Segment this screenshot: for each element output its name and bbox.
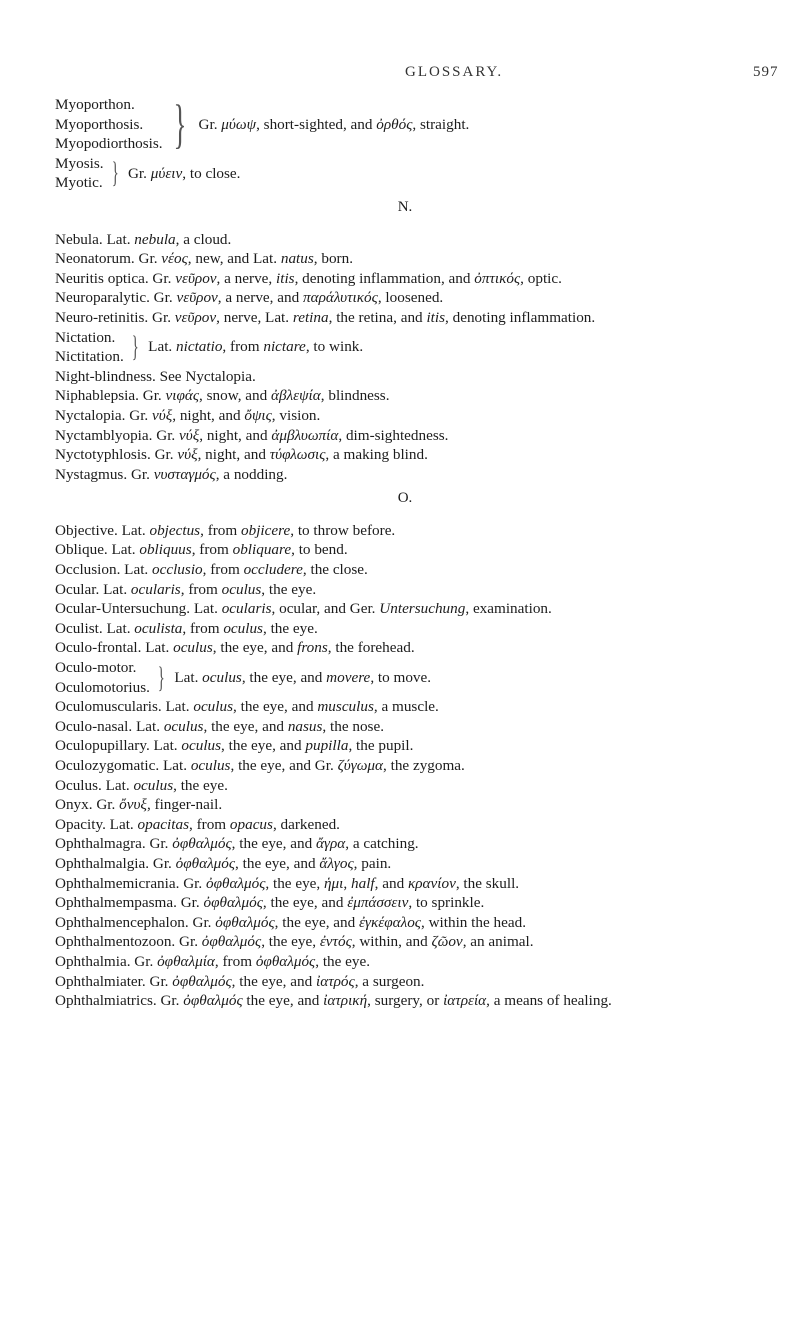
latin-word: occludere xyxy=(243,561,303,579)
glossary-entry xyxy=(55,932,755,952)
glossary-entry xyxy=(55,580,755,600)
entry-text: , to throw before. xyxy=(290,521,396,539)
entry-text: , dim-sightedness. xyxy=(338,426,449,444)
entry-definition xyxy=(55,581,316,598)
entry-text: , snow, and xyxy=(199,387,272,405)
greek-word: νεῦρον xyxy=(175,269,217,287)
glossary-entry xyxy=(55,426,755,446)
glossary-entry xyxy=(55,874,755,894)
entry-definition xyxy=(55,466,287,483)
brace-mark: } xyxy=(111,156,119,190)
grouped-terms xyxy=(55,95,163,154)
entry-definition xyxy=(55,777,228,794)
entry-definition xyxy=(55,816,340,833)
greek-word: ὀφθαλμός xyxy=(172,835,232,853)
glossary-entry xyxy=(55,619,755,639)
glossary-term: Myopodiorthosis. xyxy=(55,135,163,153)
greek-word: ὀφθαλμός xyxy=(172,972,232,990)
entry-definition xyxy=(55,541,348,558)
greek-word: ζύγωμα xyxy=(337,757,384,774)
entry-text: Ophthalmemicrania. Gr. xyxy=(55,874,206,892)
entry-text: , the eye. xyxy=(262,619,318,637)
entry-definition xyxy=(55,289,443,306)
entry-text: Onyx. Gr. xyxy=(55,796,120,814)
entry-text: the eye, and xyxy=(242,992,324,1010)
latin-word: oculus xyxy=(163,717,204,735)
entry-text: , darkened. xyxy=(272,815,340,833)
running-head xyxy=(0,64,800,88)
greek-word: ἄλγος xyxy=(319,854,354,872)
entry-text: Ophthalmiater. Gr. xyxy=(55,972,173,990)
entry-text: , the forehead. xyxy=(327,639,415,657)
latin-word: pupilla xyxy=(305,737,349,755)
greek-word: νεῦρον xyxy=(176,289,218,307)
latin-word: Untersuchung xyxy=(379,600,466,618)
entry-text: , from xyxy=(214,952,256,970)
latin-word: movere xyxy=(326,668,371,686)
entry-text: Nebula. Lat. xyxy=(55,230,135,248)
running-head-title: GLOSSARY. xyxy=(405,64,504,80)
brace-mark: } xyxy=(131,330,139,364)
entry-text: Nyctalopia. Gr. xyxy=(55,406,153,424)
glossary-entry-group xyxy=(55,328,755,367)
entry-definition xyxy=(55,992,612,1009)
entry-text: , to move. xyxy=(370,668,432,686)
entry-text: Neonatorum. Gr. xyxy=(55,250,162,268)
entry-text: , night, and xyxy=(172,406,245,424)
entry-text: , xyxy=(343,874,351,892)
entry-text: , the retina, and xyxy=(328,308,427,326)
glossary-term: Myosis. xyxy=(55,154,104,172)
entry-text: , a nerve, and xyxy=(217,289,303,307)
entry-text: Night-blindness. See Nyctalopia. xyxy=(55,367,256,385)
latin-word: occlusio xyxy=(152,561,203,579)
greek-word: ὀρθός xyxy=(376,115,413,133)
entry-definition xyxy=(55,796,222,813)
latin-word: nasus xyxy=(287,717,323,735)
greek-word: ἀβλεψία xyxy=(271,387,321,405)
latin-word: itis xyxy=(426,308,446,326)
glossary-entry xyxy=(55,913,755,933)
entry-text: Ophthalmencephalon. Gr. xyxy=(55,913,216,931)
greek-word: ὀφθαλμός xyxy=(255,952,316,970)
greek-word: ἰατρική xyxy=(323,992,368,1010)
entry-text: , the eye. xyxy=(173,776,228,794)
entry-text: , the eye, and xyxy=(241,668,327,686)
greek-word: ἰατρός xyxy=(316,972,355,990)
entry-text: , the eye. xyxy=(315,952,371,970)
entry-definition xyxy=(199,115,470,135)
entry-text: Ophthalmagra. Gr. xyxy=(55,835,173,853)
glossary-entry xyxy=(55,406,755,426)
greek-word: νύξ xyxy=(152,406,173,424)
entry-definition xyxy=(55,446,428,463)
entry-text: , a nerve, xyxy=(216,269,276,287)
glossary-entry xyxy=(55,445,755,465)
glossary-entry xyxy=(55,249,755,269)
glossary-entry xyxy=(55,972,755,992)
entry-text: Oculozygomatic. Lat. xyxy=(55,757,191,774)
greek-word: νύξ xyxy=(179,426,200,444)
glossary-term: Nictation. xyxy=(55,328,116,346)
glossary-entry xyxy=(55,697,755,717)
entry-text: Opacity. Lat. xyxy=(55,815,138,833)
glossary-entry xyxy=(55,834,755,854)
entry-text: , born. xyxy=(313,250,353,268)
page-number: 597 xyxy=(753,64,779,80)
entry-text: , a catching. xyxy=(345,835,419,853)
entry-text: , from xyxy=(182,619,224,637)
entry-text: Nyctamblyopia. Gr. xyxy=(55,426,180,444)
latin-word: opacus xyxy=(229,815,273,833)
latin-word: oculus xyxy=(133,776,174,794)
glossary-term: Nictitation. xyxy=(55,348,124,366)
glossary-entry xyxy=(55,269,755,289)
entry-definition xyxy=(55,757,465,774)
greek-word: ἐντός xyxy=(319,933,352,951)
glossary-entry xyxy=(55,776,755,796)
latin-word: musculus xyxy=(317,698,374,716)
glossary-entry xyxy=(55,736,755,756)
greek-word: νέος xyxy=(161,250,188,268)
entry-text: , night, and xyxy=(197,446,270,464)
entry-text: , the close. xyxy=(302,561,368,579)
entry-text: , straight. xyxy=(412,115,470,133)
entry-text: , ocular, and Ger. xyxy=(271,600,380,618)
glossary-entry xyxy=(55,854,755,874)
greek-word: ὀπτικός xyxy=(474,269,521,287)
entry-text: , the nose. xyxy=(322,717,385,735)
entry-text: Oculo-nasal. Lat. xyxy=(55,717,164,735)
entry-text: , a making blind. xyxy=(325,446,428,464)
greek-word: νεῦρον xyxy=(174,308,217,326)
entry-text: , pain. xyxy=(353,854,392,872)
entry-text: Neuro-retinitis. Gr. xyxy=(55,308,175,326)
glossary-entry xyxy=(55,795,755,815)
entry-definition xyxy=(148,337,363,357)
glossary-term: Myoporthosis. xyxy=(55,115,144,133)
entry-definition xyxy=(55,737,413,754)
glossary-entry xyxy=(55,560,755,580)
latin-word: natus xyxy=(280,250,314,268)
latin-word: half xyxy=(351,874,375,892)
latin-word: oculus xyxy=(221,580,262,598)
greek-word: ζῶον xyxy=(431,933,463,951)
latin-word: itis xyxy=(276,269,295,287)
entry-text: Objective. Lat. xyxy=(55,521,150,539)
glossary-entries xyxy=(55,95,755,1011)
greek-word: νύξ xyxy=(177,446,198,464)
entry-definition xyxy=(55,387,390,404)
latin-word: oculus xyxy=(202,668,242,686)
entry-text: , the eye, and xyxy=(233,698,318,716)
entry-definition xyxy=(55,620,318,637)
greek-word: ὀφθαλμός xyxy=(175,854,236,872)
latin-word: nictatio xyxy=(176,338,223,356)
greek-word: ἐγκέφαλος xyxy=(359,913,421,931)
greek-word: ὀφθαλμός xyxy=(215,913,275,931)
entry-text: Nystagmus. Gr. xyxy=(55,465,154,483)
entry-text: , a means of healing. xyxy=(486,992,612,1010)
greek-word: κρανίον xyxy=(407,874,456,892)
entry-definition xyxy=(55,698,439,715)
entry-text: , denoting inflammation, and xyxy=(294,269,475,287)
latin-word: frons xyxy=(297,639,328,657)
greek-word: ὄψις xyxy=(244,406,272,424)
entry-text: , to bend. xyxy=(291,541,348,559)
entry-text: Niphablepsia. Gr. xyxy=(55,387,166,405)
entry-text: , from xyxy=(200,521,242,539)
entry-text: Ophthalmiatrics. Gr. xyxy=(55,992,184,1010)
latin-word: oculus xyxy=(181,737,222,755)
entry-text: Ocular-Untersuchung. Lat. xyxy=(55,600,222,618)
entry-text: Ophthalmempasma. Gr. xyxy=(55,894,204,912)
latin-word: nebula xyxy=(134,230,176,248)
entry-text: Ophthalmentozoon. Gr. xyxy=(55,933,202,951)
grouped-terms xyxy=(55,328,124,367)
greek-word: μύωψ xyxy=(221,115,257,133)
entry-definition xyxy=(55,427,448,444)
section-letter: N. xyxy=(397,198,413,215)
glossary-entry xyxy=(55,638,755,658)
glossary-entry xyxy=(55,288,755,308)
entry-text: , from xyxy=(202,561,244,579)
entry-text: , from xyxy=(180,580,222,598)
entry-definition xyxy=(55,894,484,911)
entry-definition xyxy=(128,164,241,184)
entry-text: Oculopupillary. Lat. xyxy=(55,737,182,755)
entry-definition xyxy=(55,522,395,539)
entry-text: Neuroparalytic. Gr. xyxy=(55,289,177,307)
entry-definition xyxy=(55,953,370,970)
entry-text: , the eye. xyxy=(261,580,317,598)
entry-text: , a surgeon. xyxy=(354,972,425,990)
glossary-entry-group xyxy=(55,154,755,193)
latin-word: oculus xyxy=(173,639,213,657)
entry-text: Neuritis optica. Gr. xyxy=(55,269,176,287)
brace-mark: } xyxy=(173,94,187,155)
glossary-entry xyxy=(55,386,755,406)
greek-word: νιφάς xyxy=(165,387,200,405)
entry-text: Oculist. Lat. xyxy=(55,619,135,637)
entry-text: , from xyxy=(191,541,233,559)
entry-text: , nerve, Lat. xyxy=(216,308,293,326)
grouped-terms xyxy=(55,658,150,697)
entry-text: Ocular. Lat. xyxy=(55,580,131,598)
entry-definition xyxy=(55,368,256,385)
entry-definition xyxy=(55,250,353,267)
latin-word: objectus xyxy=(149,521,201,539)
entry-text: , examination. xyxy=(465,600,552,618)
brace-mark: } xyxy=(157,660,165,694)
glossary-entry xyxy=(55,465,755,485)
entry-text: , finger-nail. xyxy=(146,796,223,814)
grouped-terms xyxy=(55,154,104,193)
entry-text: , the eye, and xyxy=(231,835,316,853)
latin-word: ocularis xyxy=(130,580,181,598)
greek-word: ὀφθαλμός xyxy=(183,992,243,1010)
greek-word: ὀφθαλμός xyxy=(201,933,262,951)
greek-word: ἐμπάσσειν xyxy=(347,894,409,912)
latin-word: obliquare xyxy=(232,541,292,559)
greek-word: νυσταγμός xyxy=(153,465,216,483)
entry-text: Nyctotyphlosis. Gr. xyxy=(55,446,178,464)
entry-text: Ophthalmalgia. Gr. xyxy=(55,854,176,872)
glossary-entry-group xyxy=(55,95,755,154)
glossary-entry xyxy=(55,893,755,913)
entry-definition xyxy=(55,718,384,735)
entry-text: , the eye, xyxy=(261,933,320,951)
greek-word: ἄγρα xyxy=(316,835,346,853)
latin-word: nictare xyxy=(263,338,306,356)
latin-word: oculus xyxy=(193,698,233,716)
entry-text: , short-sighted, and xyxy=(256,115,377,133)
entry-definition xyxy=(55,270,562,287)
latin-word: oculista xyxy=(134,619,183,637)
glossary-entry xyxy=(55,599,755,619)
entry-definition xyxy=(55,933,534,950)
entry-text: , night, and xyxy=(199,426,272,444)
entry-text: Oblique. Lat. xyxy=(55,541,140,559)
entry-text: , a cloud. xyxy=(175,230,232,248)
entry-text: , the eye, and xyxy=(221,737,306,755)
entry-text: , an animal. xyxy=(462,933,534,951)
greek-word: ὀφθαλμός xyxy=(206,874,266,892)
entry-text: Gr. xyxy=(127,164,151,182)
greek-word: τύφλωσις xyxy=(269,446,326,464)
entry-definition xyxy=(174,668,431,688)
latin-word: oculus xyxy=(190,757,231,774)
entry-text: Oculomuscularis. Lat. xyxy=(55,698,194,716)
entry-text: , new, and Lat. xyxy=(187,250,281,268)
entry-text: , the eye, and xyxy=(235,854,320,872)
glossary-entry xyxy=(55,367,755,387)
entry-definition xyxy=(55,639,415,656)
entry-text: , optic. xyxy=(520,269,562,287)
glossary-entry xyxy=(55,815,755,835)
glossary-term: Myotic. xyxy=(55,174,103,192)
latin-word: obliquus xyxy=(139,541,192,559)
greek-word: ὀφθαλμός xyxy=(203,894,263,912)
entry-text: , blindness. xyxy=(320,387,390,405)
latin-word: objicere xyxy=(241,521,291,539)
entry-text: , the eye, and xyxy=(274,913,360,931)
entry-text: , to sprinkle. xyxy=(408,894,485,912)
entry-text: , vision. xyxy=(271,406,321,424)
entry-text: , from xyxy=(222,338,264,356)
entry-text: , the eye, and xyxy=(262,894,348,912)
entry-text: Gr. xyxy=(198,115,222,133)
latin-word: retina xyxy=(292,308,329,326)
entry-text: , within, and xyxy=(351,933,432,951)
entry-text: Lat. xyxy=(174,668,203,686)
entry-definition xyxy=(55,309,595,326)
entry-text: Oculus. Lat. xyxy=(55,776,134,794)
entry-definition xyxy=(55,600,552,617)
entry-text: Occlusion. Lat. xyxy=(55,561,153,579)
entry-definition xyxy=(55,973,424,990)
entry-text: , within the head. xyxy=(420,913,526,931)
glossary-entry xyxy=(55,717,755,737)
glossary-entry xyxy=(55,991,755,1011)
entry-definition xyxy=(55,835,419,852)
glossary-entry xyxy=(55,521,755,541)
glossary-term: Oculo-motor. xyxy=(55,659,137,677)
entry-text: , and xyxy=(374,874,408,892)
entry-text: , denoting inflammation. xyxy=(445,308,596,326)
entry-text: , surgery, or xyxy=(367,992,444,1010)
entry-text: , the pupil. xyxy=(348,737,414,755)
greek-word: ὄνυξ xyxy=(119,796,147,814)
glossary-entry xyxy=(55,308,755,328)
glossary-entry xyxy=(55,952,755,972)
glossary-entry xyxy=(55,540,755,560)
entry-text: , the eye, and xyxy=(212,639,298,657)
entry-text: Ophthalmia. Gr. xyxy=(55,952,158,970)
glossary-entry xyxy=(55,756,755,776)
entry-text: , the eye, xyxy=(265,874,325,892)
entry-text: , a muscle. xyxy=(373,698,439,716)
greek-word: παράλυτικός xyxy=(302,289,378,307)
entry-definition xyxy=(55,875,519,892)
entry-text: Lat. xyxy=(148,338,177,356)
entry-definition xyxy=(55,855,391,872)
entry-text: Oculo-frontal. Lat. xyxy=(55,639,174,657)
greek-word: μύειν xyxy=(150,164,183,182)
entry-definition xyxy=(55,561,368,578)
entry-text: , the skull. xyxy=(455,874,520,892)
entry-text: , the eye, and Gr. xyxy=(230,757,338,774)
latin-word: opacitas xyxy=(137,815,189,833)
section-letter: O. xyxy=(397,490,413,507)
glossary-term: Oculomotorius. xyxy=(55,678,150,696)
glossary-term: Myoporthon. xyxy=(55,96,135,113)
entry-text: , the zygoma. xyxy=(383,757,465,774)
latin-word: oculus xyxy=(223,619,263,637)
greek-word: ἀμβλυωπία xyxy=(271,426,339,444)
entry-text: , a nodding. xyxy=(215,465,288,483)
entry-text: , loosened. xyxy=(377,289,444,307)
greek-word: ἰατρεία xyxy=(443,992,487,1010)
glossary-entry-group xyxy=(55,658,755,697)
entry-definition xyxy=(55,914,526,931)
entry-text: , from xyxy=(188,815,230,833)
greek-word: ἡμι xyxy=(324,874,344,892)
entry-definition xyxy=(55,231,231,248)
latin-word: ocularis xyxy=(221,600,272,618)
glossary-entry xyxy=(55,230,755,250)
entry-text: , the eye, and xyxy=(231,972,316,990)
entry-text: , to wink. xyxy=(305,338,364,356)
entry-text: , to close. xyxy=(182,164,241,182)
greek-word: ὀφθαλμία xyxy=(157,952,215,970)
entry-definition xyxy=(55,407,320,424)
entry-text: , the eye, and xyxy=(203,717,288,735)
